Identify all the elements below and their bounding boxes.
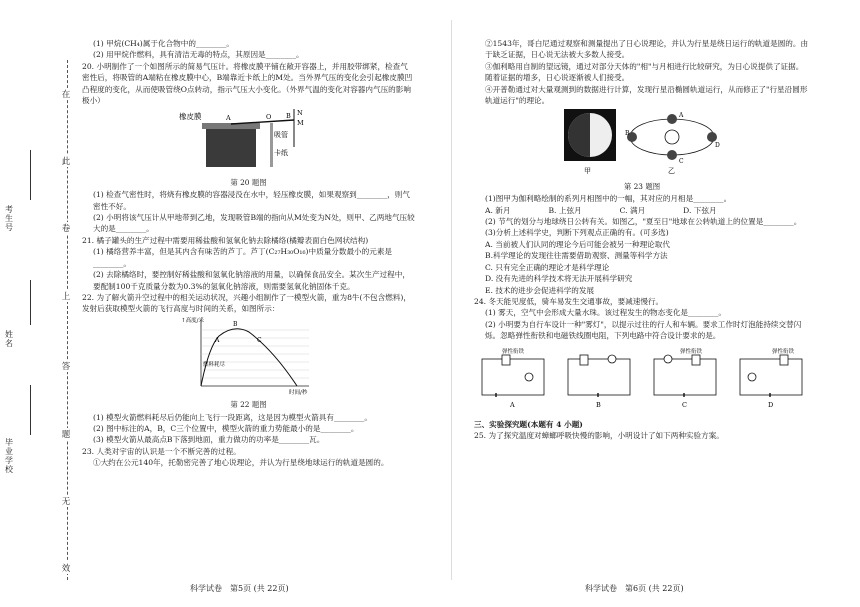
container (206, 127, 256, 167)
circuit-label: D (768, 400, 774, 409)
text-line: (1) 甲烷(CH₄)属于化合物中的________。 (93, 39, 234, 48)
seal-char: 题 (58, 428, 74, 440)
seal-char: 上 (58, 290, 74, 302)
label-straw: 吸管 (273, 131, 288, 140)
straw (231, 120, 294, 124)
circuit-label: B (596, 400, 601, 409)
circuit-label: C (682, 400, 687, 409)
label-b: B (625, 130, 630, 138)
question-23: 23. 人类对宇宙的认识是一个不断完善的过程。 (82, 446, 241, 456)
seal-char: 卷 (58, 222, 74, 234)
seal-char: 答 (58, 360, 74, 372)
barometer-diagram (174, 107, 324, 173)
question-20: 20. 小明制作了一个如图所示的简易气压计。将橡皮膜平铺在敞开容器上，并用胶带绑紧，检查气密性后，将吸管的A端粘在橡皮膜中心，B端靠近卡纸上的M处。当外界气压的变化会引起橡皮膜凹凸程度的变化，从而使吸管绕O点转动，指示气压大小变化。（外界气温的变化对容器内气压的影响极小） (82, 61, 413, 106)
text-line: (1) 模型火箭燃料耗尽后仍能向上飞行一段距离，这是因为模型火箭具有________。 (93, 412, 372, 422)
spring-label: 弹性衔铁 (502, 348, 525, 355)
electromagnet (780, 355, 788, 365)
label-o: O (265, 113, 271, 122)
bulb (664, 355, 672, 363)
spring-label: 弹性衔铁 (680, 348, 703, 355)
bulb (525, 373, 533, 381)
text-line: (2) 去除橘络时，要控制好稀盐酸和氢氧化钠溶液的用量，以确保食品安全。某次生产过程中，要配制100千克质量分数为0.3%的氢氧化钠溶液，则需要氢氧化钠固体千克。 (93, 270, 410, 291)
text-line: (1)图甲为伽利略绘制的系列月相图中的一幅，其对应的月相是________。 (485, 194, 732, 204)
text-line: (2) 小明将该气压计从甲地带到乙地，发现吸管B端的指向从M处变为N处，则甲、乙两地气压较大的是________。 (93, 213, 415, 234)
label-yi: 乙 (668, 167, 675, 176)
label-a: A (225, 114, 231, 123)
question-21: 21. 橘子罐头的生产过程中需要用稀盐酸和氢氧化钠去除橘络(橘瓣表面白色网状结构) (82, 235, 369, 245)
label-b: B (285, 112, 291, 121)
circuit-d (732, 345, 810, 409)
sun (665, 130, 679, 144)
page-divider (451, 20, 452, 580)
earth-c (667, 150, 677, 160)
option-e: E. 技术的进步会促进科学的发展 (485, 285, 595, 295)
circuit-b (560, 345, 638, 409)
label-c: C (679, 158, 684, 166)
x-axis-label: 时间/秒 (288, 389, 307, 396)
seal-char: 此 (58, 155, 74, 167)
left-page (82, 38, 415, 469)
point-b: B (232, 320, 237, 328)
fuel-note: 燃料耗尽 (202, 361, 225, 368)
text-line: ②1543年，哥白尼通过观察和测量提出了日心说理论，并认为行星是绕日运行的轨道是圆的。由于缺乏证据，日心说无法被大多数人接受。 (485, 39, 809, 60)
page-footer-left: 科学试卷 第5页 (共 22页) (190, 584, 289, 593)
option-b: B.科学理论的发现往往需要借助观察、测量等科学方法 (485, 251, 668, 261)
circuit-options (474, 345, 810, 409)
section-heading: 三、实验探究题(本题有 4 小题) (474, 419, 583, 429)
bulb (608, 355, 616, 363)
label-m: M (296, 119, 304, 128)
electromagnet (502, 355, 510, 365)
blank-line (30, 280, 31, 325)
circuit-label: A (510, 400, 515, 409)
circuit-a (474, 345, 552, 409)
text-line: (3) 模型火箭从最高点B下落到地面，重力做功的功率是________瓦。 (93, 435, 325, 445)
blank-line (30, 150, 31, 200)
text-line: (2) 节气的划分与地球绕日公转有关。如图乙，"夏至日"地球在公转轨道上的位置是________。 (485, 217, 802, 227)
label-membrane: 橡皮膜 (178, 112, 201, 122)
moon-orbit-diagram (562, 107, 722, 177)
question-24: 24. 冬天能见度低，骑车易发生交通事故，要减速慢行。 (474, 296, 664, 306)
text-line: ④开普勒通过对大量观测到的数据进行计算，发现行星沿椭圆轨道运行，从而修正了"行星沿圆形轨道运行"的理论。 (485, 84, 808, 106)
seal-char: 在 (58, 88, 74, 100)
binding-margin (0, 0, 78, 607)
figure-caption: 第 23 题图 (623, 181, 661, 191)
earth-a (667, 114, 677, 124)
text-line: (2) 小明要为自行车设计一种"雾灯"，以提示过往的行人和车辆。要求工作时灯泡能持续交替闪烁。忽略弹性衔铁和电磁铁线圈电阻，下列电路中符合设计要求的是。 (485, 319, 802, 341)
text-line: (2) 图中标注的A，B，C三个位置中，模型火箭的重力势能最小的是________。 (93, 423, 359, 433)
electromagnet (692, 355, 700, 365)
seal-char: 效 (58, 562, 74, 574)
label-jia: 甲 (584, 167, 591, 176)
blank-line (30, 385, 31, 435)
point-c: C (256, 336, 262, 344)
card-support (270, 123, 273, 167)
options-line: A. 新月 B. 上弦月 C. 满月 D. 下弦月 (485, 205, 717, 215)
text-line: (2) 用甲烷作燃料，具有清洁无毒的特点，其原因是________。 (93, 50, 304, 60)
text-line: (1) 橘络营养丰富，但是其内含有味苦的芦丁。芦丁(C₂₇H₃₀O₁₆)中质量分数最小的元素是________。 (93, 247, 393, 268)
spring-label: 弹性衔铁 (772, 348, 795, 355)
figure-20 (82, 107, 415, 188)
circuit-c (646, 345, 724, 409)
figure-caption: 第 22 题图 (230, 400, 267, 410)
option-a: A. 当前被人们认同的理论今后可能会被另一种理论取代 (485, 239, 670, 249)
label-d: D (715, 142, 720, 150)
label-card: 卡纸 (273, 149, 288, 158)
bulb (748, 373, 756, 381)
height-time-graph (179, 316, 319, 396)
right-page (474, 38, 810, 441)
label-a: A (679, 112, 684, 120)
figure-22 (82, 316, 415, 411)
label-school: 毕业学校 (5, 438, 13, 474)
y-axis-label: ↑高度/米 (180, 317, 204, 324)
text-line: (1) 检查气密性时，将烧有橡皮膜的容器浸没在水中，轻压橡皮膜，如果观察到________，则气密性不好。 (93, 190, 410, 211)
label-name: 姓名 (5, 330, 13, 348)
figure-caption: 第 20 题图 (230, 177, 267, 187)
electromagnet (580, 355, 588, 365)
point-a: A (214, 336, 219, 344)
seal-char: 无 (58, 495, 74, 507)
figure-23 (474, 107, 810, 192)
option-c: C. 只有完全正确的理论才是科学理论 (485, 262, 610, 272)
option-d: D. 没有先进的科学技术将无法开展科学研究 (485, 274, 633, 284)
text-line: ①大约在公元140年，托勒密完善了地心说理论，并认为行星绕地球运行的轨道是圆的。 (93, 458, 389, 468)
earth-d (707, 132, 717, 142)
page-footer-right: 科学试卷 第6页 (共 22页) (585, 584, 684, 593)
question-25: 25. 为了探究温度对蟑螂呼吸快慢的影响，小明设计了如下两种实验方案。 (474, 430, 724, 440)
text-line: (3)分析上述科学史，判断下列观点正确的有。(可多选) (485, 228, 669, 238)
question-22: 22. 为了解火箭升空过程中的相关运动状况，兴趣小组制作了一模型火箭，重为8牛(不包含燃料)，发射后获取模型火箭的飞行高度与时间的关系，如图所示： (82, 292, 411, 314)
label-exam-number: 考生号 (5, 205, 13, 232)
label-n: N (296, 109, 303, 118)
text-line: ③伽利略用自制的望远镜，通过对部分天体的"相"与月相进行比较研究，为日心说提供了证据。随着证据的增多，日心说逐渐被人们接受。 (485, 61, 804, 83)
text-line: (1) 雾天，空气中会形成大量水珠。该过程发生的物态变化是________。 (485, 308, 726, 318)
